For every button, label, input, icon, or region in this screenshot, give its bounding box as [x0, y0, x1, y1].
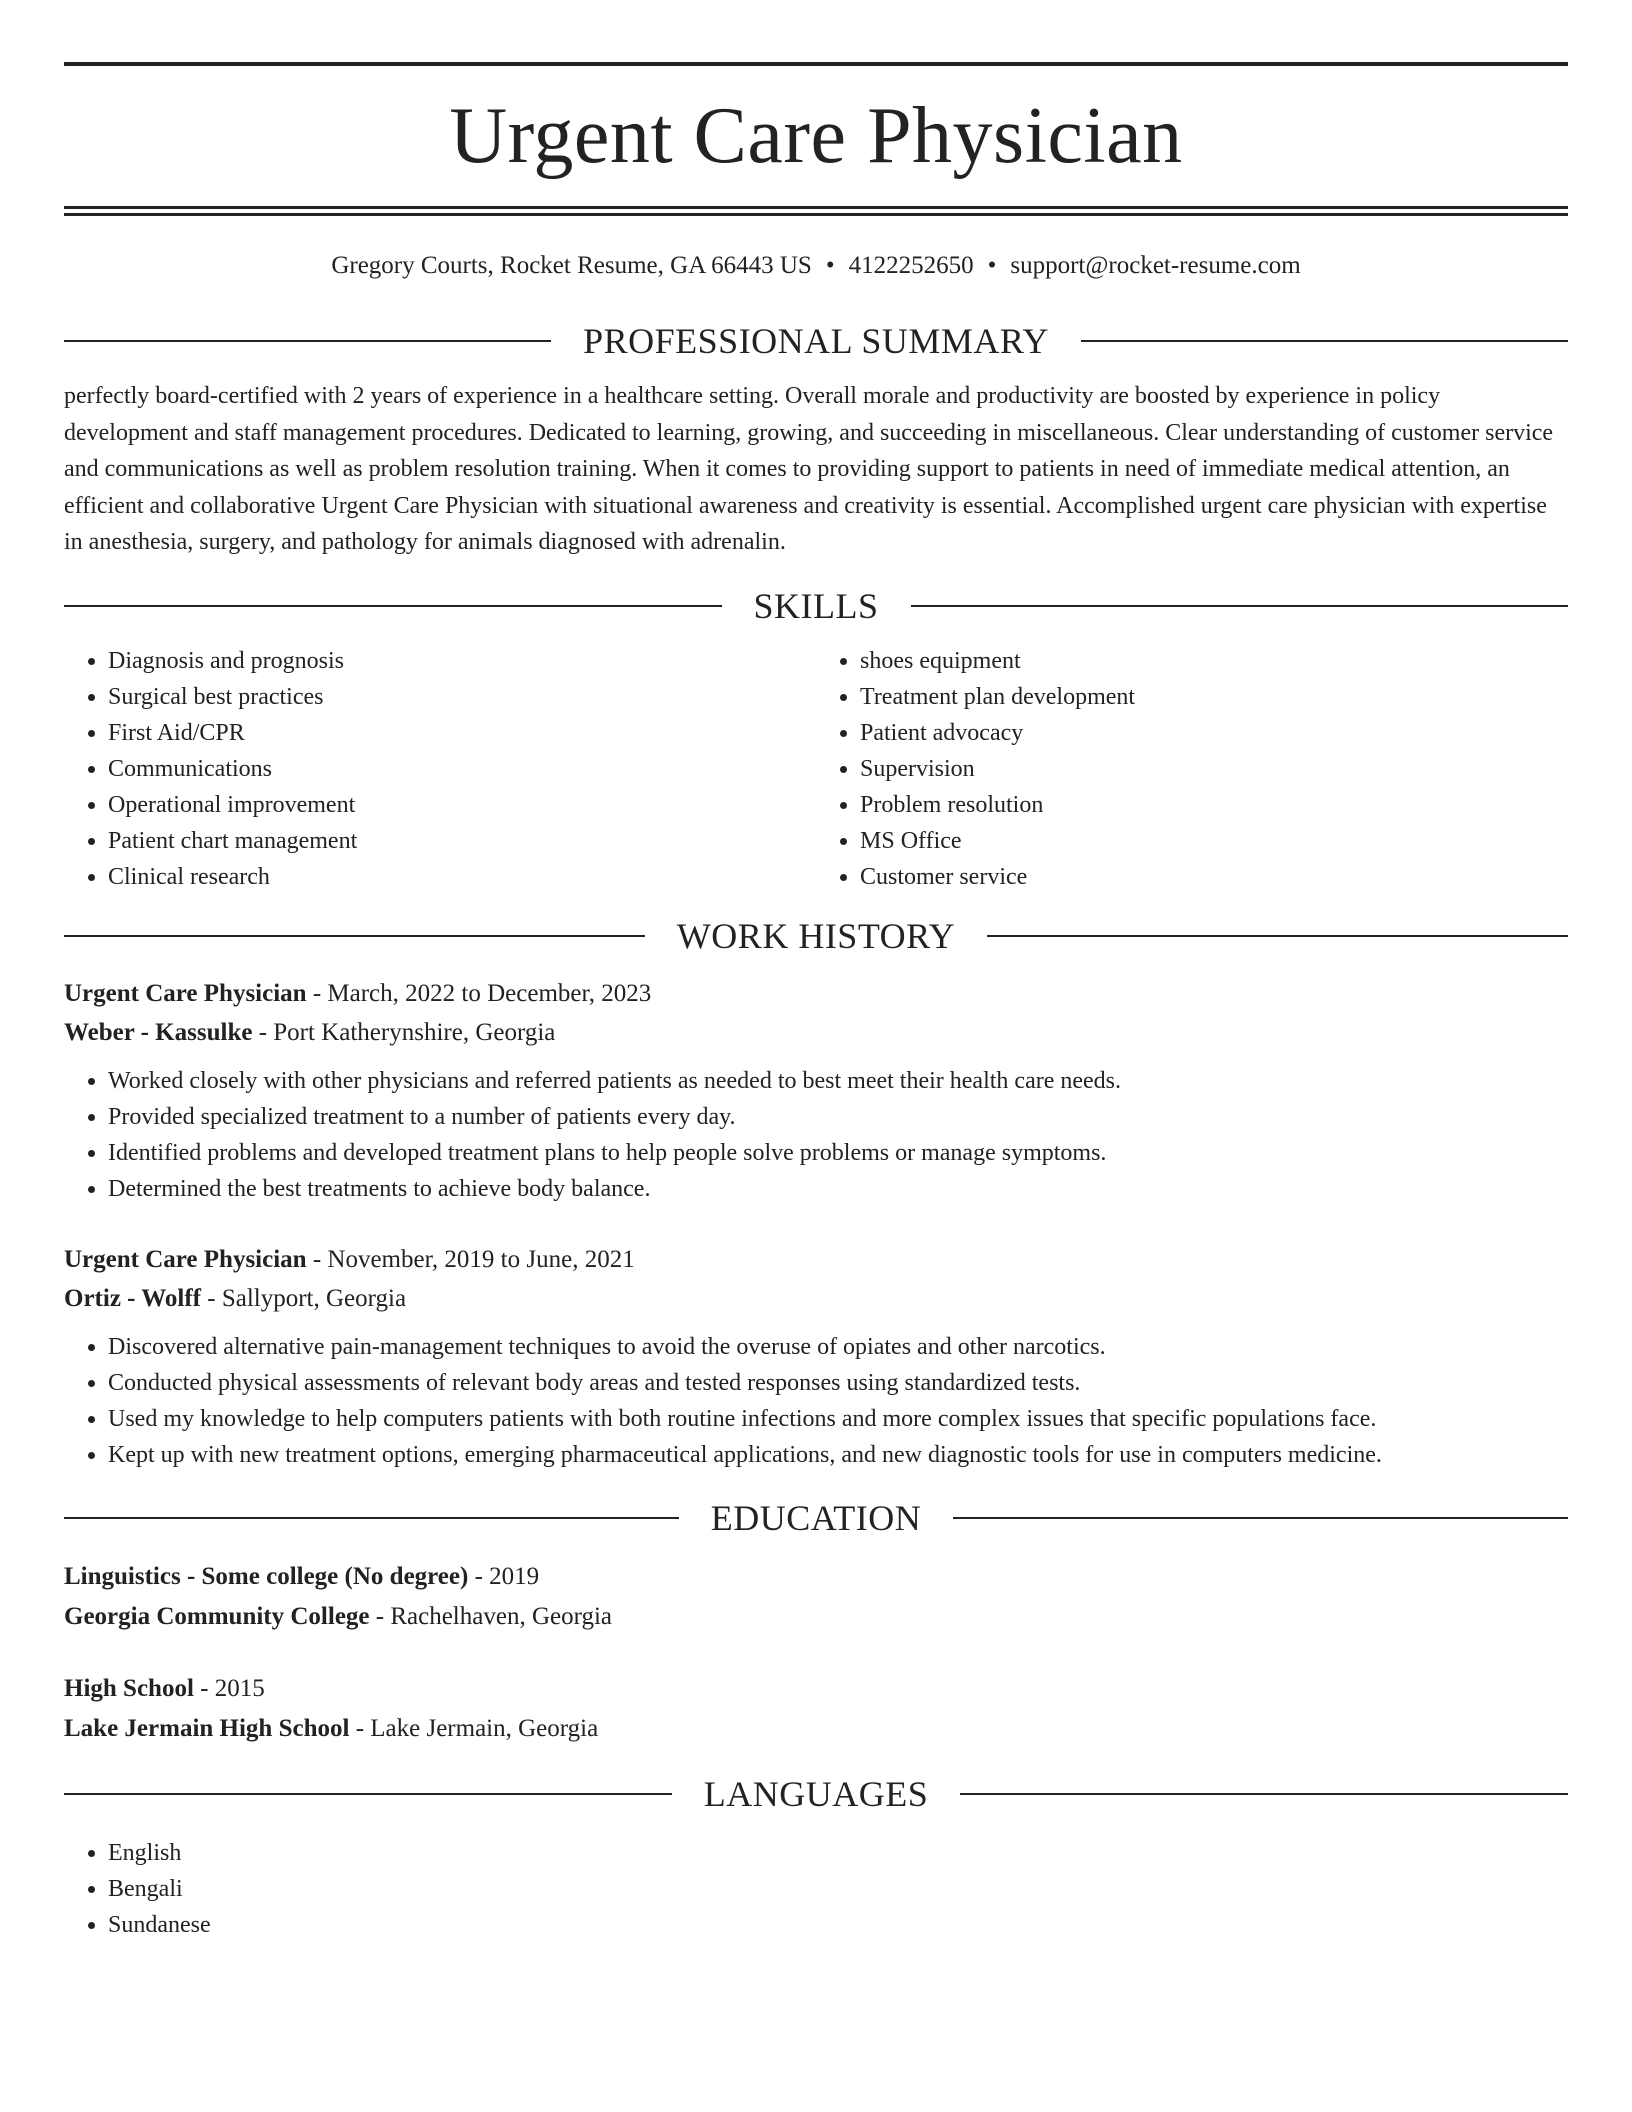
language-item: • Sundanese [108, 1907, 1568, 1943]
contact-separator: • [825, 252, 835, 279]
job-title: Urgent Care Physician [64, 979, 307, 1007]
skill-item: • Treatment plan development [860, 679, 1568, 715]
contact-separator: • [987, 252, 997, 279]
education-school: Georgia Community College [64, 1602, 370, 1630]
job-location: - Port Katherynshire, Georgia [252, 1018, 556, 1046]
job-dates: - March, 2022 to December, 2023 [306, 979, 652, 1007]
skill-item: • MS Office [860, 823, 1568, 859]
languages-list [64, 1835, 1568, 1943]
job-bullet: • Discovered alternative pain-management techniques to avoid the overuse of opiates and other narcotics. [108, 1329, 1568, 1365]
job-dates: - November, 2019 to June, 2021 [306, 1245, 635, 1273]
job-title: Urgent Care Physician [64, 1245, 307, 1273]
summary-text: perfectly board-certified with 2 years of experience in a healthcare setting. Overall morale and productivity are boosted by experience in policy development and staff management procedures. Dedicated to learning, growing, and succeeding in miscellaneous. Clear understanding of customer service and communications as well as problem resolution training. When it comes to providing support to patients in need of immediate medical attention, an efficient and collaborative Urgent Care Physician with situational awareness and creativity is essential. Accomplished urgent care physician with expertise in anesthesia, surgery, and pathology for animals diagnosed with adrenalin. [64, 383, 1554, 555]
resume-title: Urgent Care Physician [449, 92, 1183, 180]
language-item: • Bengali [108, 1871, 1568, 1907]
job-bullets [64, 1063, 1568, 1207]
skill-item: • Patient chart management [108, 823, 816, 859]
education-degree: High School [64, 1674, 194, 1702]
education-school-line [64, 1597, 1568, 1637]
job-bullet: • Determined the best treatments to achieve body balance. [108, 1171, 1568, 1207]
education-year: - 2019 [468, 1562, 540, 1590]
job-company: Weber - Kassulke [64, 1018, 253, 1046]
top-rule [64, 62, 1568, 66]
job-employer-line [64, 1013, 1568, 1053]
divider [911, 605, 1569, 607]
work-entry [64, 975, 1568, 1207]
job-bullet: • Conducted physical assessments of relevant body areas and tested responses using standardized tests. [108, 1365, 1568, 1401]
contact-phone: 4122252650 [848, 252, 974, 279]
education-degree-line [64, 1669, 1568, 1709]
education-school-line [64, 1709, 1568, 1749]
divider [64, 935, 645, 937]
skill-item: • Communications [108, 751, 816, 787]
divider [64, 340, 551, 342]
language-item: • English [108, 1835, 1568, 1871]
contact-address: Gregory Courts, Rocket Resume, GA 66443 US [331, 252, 812, 279]
education-degree-line [64, 1557, 1568, 1597]
section-heading-education [64, 1497, 1568, 1539]
job-company: Ortiz - Wolff [64, 1284, 201, 1312]
education-entry [64, 1557, 1568, 1637]
section-heading-work-history [64, 915, 1568, 957]
skill-item: • Customer service [860, 859, 1568, 895]
work-entry [64, 1241, 1568, 1473]
section-title: LANGUAGES [703, 1773, 929, 1814]
education-degree: Linguistics - Some college (No degree) [64, 1562, 469, 1590]
skill-item: • Surgical best practices [108, 679, 816, 715]
skills-list [64, 643, 1568, 895]
job-title-line [64, 1241, 1568, 1279]
job-bullet: • Identified problems and developed treatment plans to help people solve problems or manage symptoms. [108, 1135, 1568, 1171]
skill-item: • Diagnosis and prognosis [108, 643, 816, 679]
contact-email: support@rocket-resume.com [1010, 252, 1301, 279]
section-heading-skills [64, 585, 1568, 627]
divider [64, 1793, 672, 1795]
section-heading-summary [64, 320, 1568, 362]
section-title: WORK HISTORY [676, 915, 956, 956]
divider [960, 1793, 1568, 1795]
divider [1081, 340, 1568, 342]
title-double-rule [64, 206, 1568, 216]
skill-item: • Problem resolution [860, 787, 1568, 823]
skill-item: • Patient advocacy [860, 715, 1568, 751]
skills-column-right [816, 643, 1568, 895]
divider [64, 605, 722, 607]
job-employer-line [64, 1279, 1568, 1319]
divider [953, 1517, 1568, 1519]
education-year: - 2015 [193, 1674, 265, 1702]
education-school: Lake Jermain High School [64, 1714, 350, 1742]
divider [64, 1517, 679, 1519]
section-title: EDUCATION [710, 1497, 922, 1538]
job-title-line [64, 975, 1568, 1013]
contact-line [64, 252, 1568, 280]
section-title: SKILLS [753, 585, 879, 626]
education-entry [64, 1669, 1568, 1749]
skills-column-left [64, 643, 816, 895]
job-bullet: • Worked closely with other physicians and referred patients as needed to best meet their health care needs. [108, 1063, 1568, 1099]
job-bullet: • Provided specialized treatment to a number of patients every day. [108, 1099, 1568, 1135]
job-bullets [64, 1329, 1568, 1473]
skill-item: • First Aid/CPR [108, 715, 816, 751]
skill-item: • Clinical research [108, 859, 816, 895]
job-location: - Sallyport, Georgia [201, 1284, 407, 1312]
section-heading-languages [64, 1773, 1568, 1815]
divider [987, 935, 1568, 937]
education-location: - Rachelhaven, Georgia [369, 1602, 613, 1630]
skill-item: • Operational improvement [108, 787, 816, 823]
job-bullet: • Used my knowledge to help computers patients with both routine infections and more complex issues that specific populations face. [108, 1401, 1568, 1437]
skill-item: • Supervision [860, 751, 1568, 787]
education-location: - Lake Jermain, Georgia [349, 1714, 599, 1742]
section-title: PROFESSIONAL SUMMARY [583, 321, 1049, 361]
job-bullet: • Kept up with new treatment options, emerging pharmaceutical applications, and new diagnostic tools for use in computers medicine. [108, 1437, 1568, 1473]
skill-item: • shoes equipment [860, 643, 1568, 679]
